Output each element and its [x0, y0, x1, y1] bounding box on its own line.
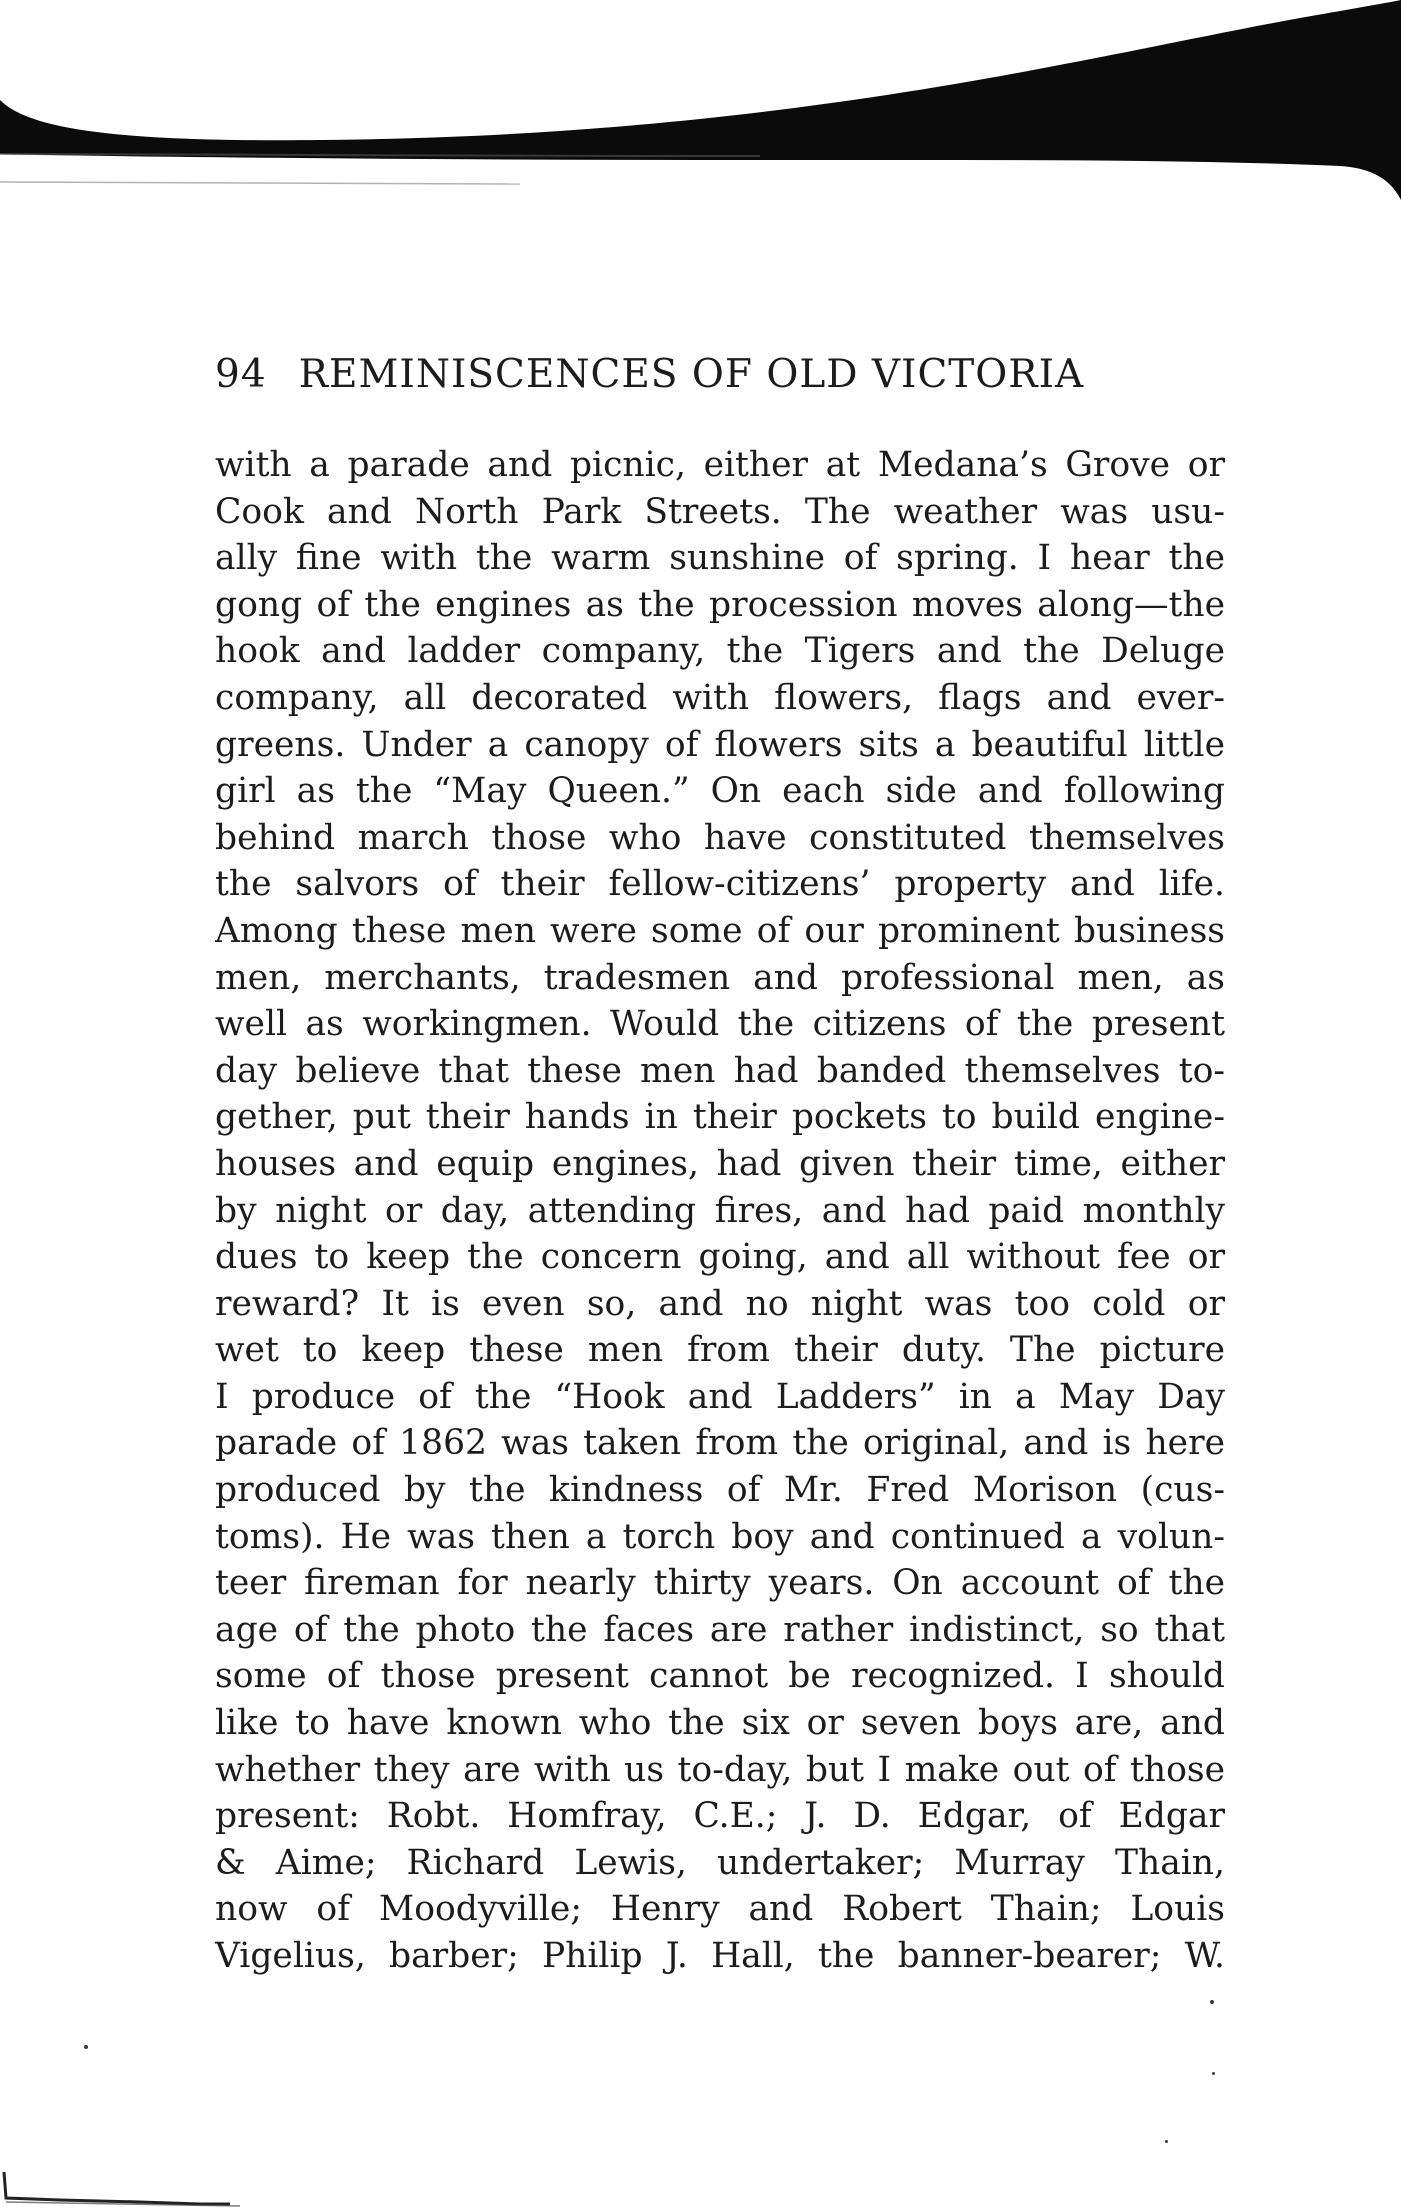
text-line: wet to keep these men from their duty. The picture: [215, 1330, 1225, 1371]
text-line: reward? It is even so, and no night was too cold or: [215, 1283, 1225, 1324]
text-line: toms). He was then a torch boy and continued a volun-: [215, 1516, 1225, 1557]
text-line: ally fine with the warm sunshine of spring. I hear the: [215, 538, 1225, 579]
text-line: some of those present cannot be recognized. I should: [215, 1656, 1225, 1697]
text-line: dues to keep the concern going, and all without fee or: [215, 1237, 1225, 1278]
body-text: [215, 442, 1225, 1980]
text-line: Among these men were some of our prominent business: [215, 910, 1225, 951]
text-line: Cook and North Park Streets. The weather was usu-: [215, 491, 1225, 532]
scan-speck: [1165, 2140, 1168, 2143]
text-line: day believe that these men had banded themselves to-: [215, 1050, 1225, 1091]
text-line: hook and ladder company, the Tigers and the Deluge: [215, 631, 1225, 672]
text-line: & Aime; Richard Lewis, undertaker; Murray Thain,: [215, 1842, 1225, 1883]
text-line: girl as the “May Queen.” On each side and following: [215, 771, 1225, 812]
text-line: teer fireman for nearly thirty years. On account of the: [215, 1563, 1225, 1604]
text-line: the salvors of their fellow-citizens’ property and life.: [215, 864, 1225, 905]
text-line: present: Robt. Homfray, C.E.; J. D. Edgar, of Edgar: [215, 1796, 1225, 1837]
text-line: I produce of the “Hook and Ladders” in a May Day: [215, 1376, 1225, 1417]
running-head: [215, 348, 1225, 402]
scan-edge-bottom: [0, 2152, 1401, 2212]
text-line: now of Moodyville; Henry and Robert Thain; Louis: [215, 1889, 1225, 1930]
text-line: greens. Under a canopy of flowers sits a beautiful little: [215, 724, 1225, 765]
text-line: parade of 1862 was taken from the original, and is here: [215, 1423, 1225, 1464]
text-line: houses and equip engines, had given their time, either: [215, 1143, 1225, 1184]
scan-speck: [1212, 2072, 1215, 2075]
scan-speck: [84, 2045, 88, 2049]
text-line: men, merchants, tradesmen and professional men, as: [215, 957, 1225, 998]
text-line: gether, put their hands in their pockets to build engine-: [215, 1097, 1225, 1138]
scan-shadow-top: [0, 0, 1401, 200]
text-line: gong of the engines as the procession moves along—the: [215, 584, 1225, 625]
text-line: well as workingmen. Would the citizens of the present: [215, 1004, 1225, 1045]
text-line: with a parade and picnic, either at Medana’s Grove or: [215, 445, 1225, 485]
text-line: age of the photo the faces are rather indistinct, so that: [215, 1609, 1225, 1650]
text-line: like to have known who the six or seven boys are, and: [215, 1703, 1225, 1744]
scan-speck: [1210, 2000, 1214, 2004]
page-number: 94: [215, 352, 267, 397]
text-line: by night or day, attending fires, and had paid monthly: [215, 1190, 1225, 1231]
text-line: produced by the kindness of Mr. Fred Morison (cus-: [215, 1470, 1225, 1511]
text-line: whether they are with us to-day, but I make out of those: [215, 1749, 1225, 1790]
text-line: behind march those who have constituted themselves: [215, 817, 1225, 858]
book-title: REMINISCENCES OF OLD VICTORIA: [298, 352, 1085, 397]
text-line: company, all decorated with flowers, flags and ever-: [215, 677, 1225, 718]
text-line: Vigelius, barber; Philip J. Hall, the banner-bearer; W.: [215, 1936, 1225, 1976]
